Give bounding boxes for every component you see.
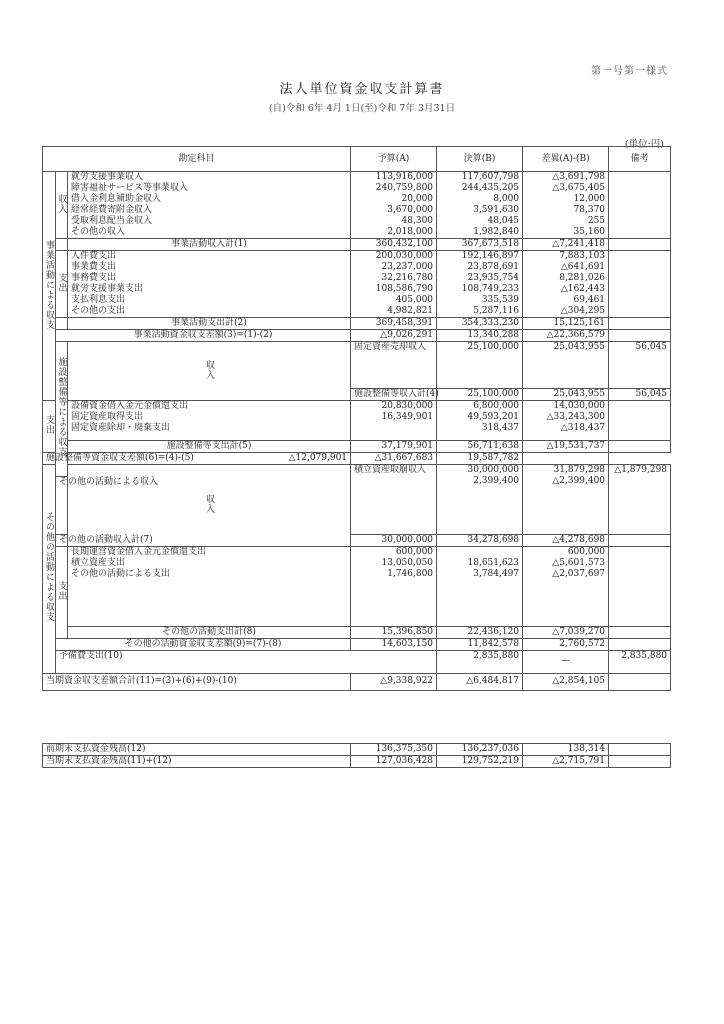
current-balance-row xyxy=(43,673,671,690)
row-name: 当期末支払資金残高(11)+(12) xyxy=(43,756,351,768)
row-notes xyxy=(609,239,671,251)
col-account: 勘定科目 xyxy=(43,147,351,172)
table-row xyxy=(43,476,671,488)
table-row xyxy=(43,401,671,413)
row-notes xyxy=(609,318,671,330)
row-budget: 20,830,000 xyxy=(351,401,437,413)
table-row xyxy=(43,273,671,284)
row-actual: 3,591,630 xyxy=(437,205,523,216)
row-name: 人件費支出 xyxy=(68,251,351,263)
row-name: 積立資産支出 xyxy=(68,558,351,569)
row-actual: 23,878,691 xyxy=(437,262,523,273)
table-row xyxy=(43,216,671,227)
table-row xyxy=(43,423,671,434)
reserve-diff: 2,835,880 xyxy=(609,650,671,673)
subtotal-name: 施設整備等収入計(4) xyxy=(351,389,437,401)
balance-diff: 19,587,782 xyxy=(437,453,523,465)
row-diff: △304,295 xyxy=(523,306,609,318)
row-actual xyxy=(437,546,523,558)
reserve-actual: — xyxy=(523,650,609,673)
row-notes xyxy=(609,476,671,488)
col-actual: 決算(B) xyxy=(437,147,523,172)
table-row xyxy=(43,465,671,477)
row-diff: 14,030,000 xyxy=(523,401,609,413)
table-row xyxy=(43,569,671,580)
row-name: 就労支援事業支出 xyxy=(68,284,351,295)
subtotal-budget: 37,179,901 xyxy=(351,441,437,453)
row-name: 受取利息配当金収入 xyxy=(68,216,351,227)
row-budget xyxy=(351,423,437,434)
row-notes xyxy=(609,534,671,546)
row-diff: 12,000 xyxy=(523,194,609,205)
business-expense-label: 支出 xyxy=(56,251,68,318)
row-budget: 200,030,000 xyxy=(351,251,437,263)
table-row xyxy=(43,546,671,558)
row-budget: 30,000,000 xyxy=(437,465,523,477)
row-budget: 48,300 xyxy=(351,216,437,227)
row-notes xyxy=(609,401,671,413)
row-diff: △1,879,298 xyxy=(609,465,671,477)
row-notes xyxy=(609,251,671,263)
balance-name: その他の活動資金収支差額(9)=(7)-(8) xyxy=(56,638,351,650)
row-name: その他の活動による支出 xyxy=(68,569,351,580)
subtotal-row xyxy=(43,441,671,453)
row-diff: △318,437 xyxy=(523,423,609,434)
row-notes xyxy=(609,205,671,216)
balance-row xyxy=(43,638,671,650)
row-budget: 113,916,000 xyxy=(351,172,437,184)
row-diff: △641,691 xyxy=(523,262,609,273)
row-notes xyxy=(609,216,671,227)
row-budget: 25,100,000 xyxy=(437,342,523,389)
table-row xyxy=(43,306,671,318)
balance-diff: △22,366,579 xyxy=(523,330,609,342)
row-diff: 69,461 xyxy=(523,295,609,306)
subtotal-budget: 369,458,391 xyxy=(351,318,437,330)
col-notes: 備考 xyxy=(609,147,671,172)
row-diff: △2,399,400 xyxy=(523,476,609,488)
subtotal-actual: 367,673,518 xyxy=(437,239,523,251)
row-actual: 5,287,116 xyxy=(437,306,523,318)
row-budget: 4,982,821 xyxy=(351,306,437,318)
row-notes xyxy=(523,453,609,465)
row-diff: 600,000 xyxy=(523,546,609,558)
row-notes xyxy=(609,183,671,194)
row-actual: 244,435,205 xyxy=(437,183,523,194)
row-actual: 31,879,298 xyxy=(523,465,609,477)
table-row xyxy=(43,295,671,306)
reserve-name: 予備費支出(10) xyxy=(56,650,437,673)
balance-actual: 11,842,578 xyxy=(437,638,523,650)
row-name: 積立資産取崩収入 xyxy=(351,465,437,477)
group-other-label: その他の活動による収支 xyxy=(43,465,56,674)
subtotal-actual: 354,333,230 xyxy=(437,318,523,330)
row-notes xyxy=(609,546,671,558)
balance-row xyxy=(43,453,671,465)
cash-flow-table xyxy=(42,146,671,691)
subtotal-name: 事業活動収入計(1) xyxy=(68,239,351,251)
current-balance-actual: △6,484,817 xyxy=(437,673,523,690)
row-actual: 6,800,000 xyxy=(437,401,523,413)
form-number: 第一号第一様式 xyxy=(591,66,668,77)
row-diff: △33,243,300 xyxy=(523,412,609,423)
subtotal-budget: 360,432,100 xyxy=(351,239,437,251)
row-name: 事務費支出 xyxy=(68,273,351,284)
closing-balance-table xyxy=(42,743,671,768)
row-notes xyxy=(609,558,671,569)
subtotal-budget: 30,000,000 xyxy=(351,534,437,546)
subtotal-diff: 56,045 xyxy=(609,389,671,401)
balance-row xyxy=(43,330,671,342)
subtotal-actual: 56,711,638 xyxy=(437,441,523,453)
document-title: 法人単位資金収支計算書 xyxy=(279,82,445,97)
row-actual: 108,749,233 xyxy=(437,284,523,295)
subtotal-actual: 34,278,698 xyxy=(437,534,523,546)
subtotal-row xyxy=(43,534,671,546)
unit-label: (単位:円) xyxy=(624,139,664,150)
row-name: 障害福祉サービス等事業収入 xyxy=(68,183,351,194)
balance-budget: △12,079,901 xyxy=(68,453,351,465)
row-diff: △2,037,697 xyxy=(523,569,609,580)
subtotal-diff: 15,125,161 xyxy=(523,318,609,330)
row-budget: 240,759,800 xyxy=(351,183,437,194)
balance-name: 事業活動資金収支差額(3)=(1)-(2) xyxy=(56,330,351,342)
row-diff: 255 xyxy=(523,216,609,227)
row-diff: 56,045 xyxy=(609,342,671,389)
balance-diff: 2,760,572 xyxy=(523,638,609,650)
row-diff: 7,883,103 xyxy=(523,251,609,263)
row-name: 長期運営資金借入金元金償還支出 xyxy=(68,546,351,558)
row-budget: 13,050,050 xyxy=(351,558,437,569)
subtotal-diff: △19,531,737 xyxy=(523,441,609,453)
row-name: 経常経費寄附金収入 xyxy=(68,205,351,216)
row-notes xyxy=(609,673,671,690)
row-diff: △3,691,798 xyxy=(523,172,609,184)
row-notes xyxy=(609,423,671,434)
row-actual: 192,146,897 xyxy=(437,251,523,263)
row-notes xyxy=(609,626,671,638)
row-name: 前期末支払資金残高(12) xyxy=(43,744,351,756)
table-row xyxy=(43,227,671,239)
row-diff: 78,370 xyxy=(523,205,609,216)
table-row xyxy=(43,342,671,389)
table-row xyxy=(43,205,671,216)
table-row xyxy=(43,262,671,273)
row-name: 固定資産売却収入 xyxy=(351,342,437,389)
row-actual: 117,607,798 xyxy=(437,172,523,184)
balance-actual: 13,340,288 xyxy=(437,330,523,342)
row-actual: 318,437 xyxy=(437,423,523,434)
row-actual: 3,784,497 xyxy=(437,569,523,580)
row-budget: 32,216,780 xyxy=(351,273,437,284)
reserve-row xyxy=(43,650,671,673)
row-name: 借入金利息補助金収入 xyxy=(68,194,351,205)
subtotal-actual: 25,043,955 xyxy=(523,389,609,401)
current-balance-name: 当期資金収支差額合計(11)=(3)+(6)+(9)-(10) xyxy=(43,673,351,690)
row-actual: 49,593,201 xyxy=(437,412,523,423)
row-actual: 335,539 xyxy=(437,295,523,306)
row-notes xyxy=(609,172,671,184)
table-row xyxy=(43,756,671,768)
row-budget: 2,018,000 xyxy=(351,227,437,239)
row-actual: 23,935,754 xyxy=(437,273,523,284)
row-actual: 136,237,036 xyxy=(437,744,523,756)
row-notes xyxy=(609,756,671,768)
row-diff: 138,314 xyxy=(523,744,609,756)
row-name: 固定資産除却・廃棄支出 xyxy=(68,423,351,434)
row-notes xyxy=(609,330,671,342)
subtotal-name: その他の活動収入計(7) xyxy=(56,534,68,546)
row-name: その他の活動による収入 xyxy=(56,476,68,488)
facility-expense-label: 支出 xyxy=(43,401,56,453)
other-expense-label: 支出 xyxy=(56,546,68,638)
row-notes xyxy=(609,569,671,580)
row-notes xyxy=(609,273,671,284)
row-notes xyxy=(609,412,671,423)
current-balance-diff: △2,854,105 xyxy=(523,673,609,690)
group-facility-label: 施設整備等による収支 xyxy=(56,342,68,477)
subtotal-name: 施設整備等支出計(5) xyxy=(68,441,351,453)
subtotal-actual: 22,436,120 xyxy=(437,626,523,638)
col-budget: 予算(A) xyxy=(351,147,437,172)
subtotal-budget: 15,396,850 xyxy=(351,626,437,638)
facility-income-label: 収入 xyxy=(68,342,351,401)
row-budget: 16,349,901 xyxy=(351,412,437,423)
row-budget: 136,375,350 xyxy=(351,744,437,756)
table-row xyxy=(43,412,671,423)
reserve-budget: 2,835,880 xyxy=(437,650,523,673)
row-diff: △2,715,791 xyxy=(523,756,609,768)
row-diff: △162,443 xyxy=(523,284,609,295)
row-budget: 405,000 xyxy=(351,295,437,306)
table-row xyxy=(43,183,671,194)
table-row xyxy=(43,558,671,569)
subtotal-row xyxy=(43,626,671,638)
subtotal-diff: △4,278,698 xyxy=(523,534,609,546)
row-diff: △3,675,405 xyxy=(523,183,609,194)
row-budget xyxy=(351,476,437,488)
row-actual: 129,752,219 xyxy=(437,756,523,768)
table-header-row xyxy=(43,147,671,172)
row-name: 設備資金借入金元金償還支出 xyxy=(68,401,351,413)
subtotal-diff: △7,039,270 xyxy=(523,626,609,638)
row-budget: 1,746,800 xyxy=(351,569,437,580)
row-name: その他の支出 xyxy=(68,306,351,318)
col-diff: 差異(A)-(B) xyxy=(523,147,609,172)
subtotal-diff: △7,241,418 xyxy=(523,239,609,251)
table-row xyxy=(43,172,671,184)
row-actual: 2,399,400 xyxy=(437,476,523,488)
table-row xyxy=(43,284,671,295)
row-name: その他の収入 xyxy=(68,227,351,239)
table-row xyxy=(43,251,671,263)
balance-budget: △9,026,291 xyxy=(351,330,437,342)
subtotal-row xyxy=(43,318,671,330)
row-actual: 8,000 xyxy=(437,194,523,205)
row-notes xyxy=(609,194,671,205)
table-row xyxy=(43,744,671,756)
balance-name: 施設整備等資金収支差額(6)=(4)-(5) xyxy=(43,453,68,465)
row-notes xyxy=(609,638,671,650)
balance-budget: 14,603,150 xyxy=(351,638,437,650)
subtotal-row xyxy=(43,239,671,251)
fiscal-period: (自)令和 6年 4月 1日(至)令和 7年 3月31日 xyxy=(268,103,456,114)
row-notes xyxy=(609,306,671,318)
group-business-label: 事業活動による収支 xyxy=(43,172,56,401)
subtotal-name: 事業活動支出計(2) xyxy=(68,318,351,330)
row-budget: 600,000 xyxy=(351,546,437,558)
row-notes xyxy=(609,744,671,756)
row-budget: 108,586,790 xyxy=(351,284,437,295)
row-notes xyxy=(609,295,671,306)
row-budget: 3,670,000 xyxy=(351,205,437,216)
table-row xyxy=(43,194,671,205)
row-budget: 127,036,428 xyxy=(351,756,437,768)
current-balance-budget: △9,338,922 xyxy=(351,673,437,690)
row-name: 固定資産取得支出 xyxy=(68,412,351,423)
other-income-label: 収入 xyxy=(68,465,351,547)
row-diff: △5,601,573 xyxy=(523,558,609,569)
row-diff: 8,281,026 xyxy=(523,273,609,284)
row-notes xyxy=(609,262,671,273)
row-notes xyxy=(609,227,671,239)
row-actual: 1,982,840 xyxy=(437,227,523,239)
subtotal-budget: 25,100,000 xyxy=(437,389,523,401)
row-actual: 48,045 xyxy=(437,216,523,227)
balance-actual: △31,667,683 xyxy=(351,453,437,465)
business-income-label: 収入 xyxy=(56,172,68,239)
row-notes xyxy=(609,284,671,295)
row-name: 事業費支出 xyxy=(68,262,351,273)
row-name: 支払利息支出 xyxy=(68,295,351,306)
row-budget: 23,237,000 xyxy=(351,262,437,273)
row-notes xyxy=(609,441,671,453)
row-actual: 25,043,955 xyxy=(523,342,609,389)
row-budget: 20,000 xyxy=(351,194,437,205)
row-actual: 18,651,623 xyxy=(437,558,523,569)
row-name: 就労支援事業収入 xyxy=(68,172,351,184)
row-diff: 35,160 xyxy=(523,227,609,239)
subtotal-name: その他の活動支出計(8) xyxy=(68,626,351,638)
